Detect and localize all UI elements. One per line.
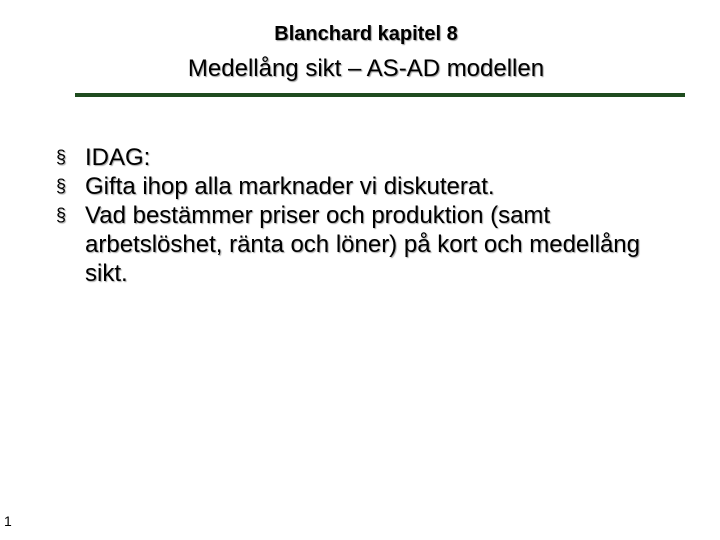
bullet-marker-icon: § (56, 147, 67, 167)
bullet-marker-icon: § (56, 205, 67, 225)
bullet-text: Vad bestämmer priser och produktion (samt arbetslöshet, ränta och löner) på kort och medellång sikt. (85, 202, 640, 287)
title-divider (75, 93, 685, 97)
slide-title: Medellång sikt – AS-AD modellen (187, 55, 545, 82)
bullet-text: Gifta ihop alla marknader vi diskuterat. (85, 173, 495, 200)
bullet-item (56, 172, 656, 201)
bullet-list (56, 143, 656, 288)
bullet-item (56, 201, 656, 288)
slide-subtitle: Blanchard kapitel 8 (274, 23, 458, 45)
bullet-item (56, 143, 656, 172)
bullet-marker-icon: § (56, 176, 67, 196)
page-number: 1 (4, 513, 12, 529)
bullet-text: IDAG: (85, 144, 151, 171)
